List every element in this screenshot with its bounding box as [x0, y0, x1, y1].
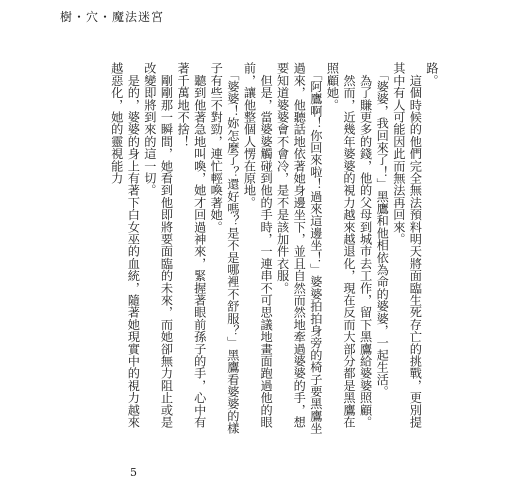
paragraph: 「婆婆！妳怎麼了？還好嗎？是不是哪裡不舒服？」黑鷹看婆婆的樣子有些不對勁，連忙輕喚著她。 [209, 62, 240, 435]
page-number: 5 [130, 466, 137, 479]
paragraph: 這個時候的他們完全無法預料明天將面臨生死存亡的挑戰，更別提其中有人可能因此而無法再回來。 [391, 62, 423, 428]
paragraph: 路。 [425, 62, 439, 87]
vertical-text-body [109, 62, 440, 440]
paragraph: 但是，當婆婆觸碰到他的手時，一連串不可思議地畫面跑過他的眼前，讓他整個人愣在原地。 [242, 62, 274, 428]
paragraph: 「婆婆，我回來了！」黑鷹和他相依為命的婆婆，一起生活。 [375, 62, 390, 398]
paragraph: 是的，婆婆的身上有著下白女巫的血統，隨著她現實中的視力越來越惡化，她的靈視能力 [109, 62, 141, 428]
paragraph: 聽到他著急地叫喚，她才回過神來，緊握著眼前孫子的手，心中有著千萬地不捨！ [176, 62, 207, 428]
running-header: 樹・穴・魔法迷宮 [60, 10, 165, 24]
paragraph: 剛剛那一瞬間，她看到他即將要面臨的未來，而她卻無力阻止或是改變即將到來的這一切。 [142, 62, 174, 428]
paragraph: 「阿鷹啊！你回來啦！過來這邊坐！」婆婆拍拍身旁的椅子要黑鷹坐過來，他聽話地依著她身邊坐下，並且自然而然地牽過婆婆的手，想要知道婆婆會不會冷，是不是該加件衣服。 [275, 62, 323, 435]
paragraph: 然而，近幾年婆婆的視力越來越退化，現在反而大部分都是黑鷹在照顧她。 [325, 62, 357, 428]
paragraph: 為了賺更多的錢，他的父母到城市去工作，留下黑鷹給婆婆照顧。 [358, 62, 373, 428]
